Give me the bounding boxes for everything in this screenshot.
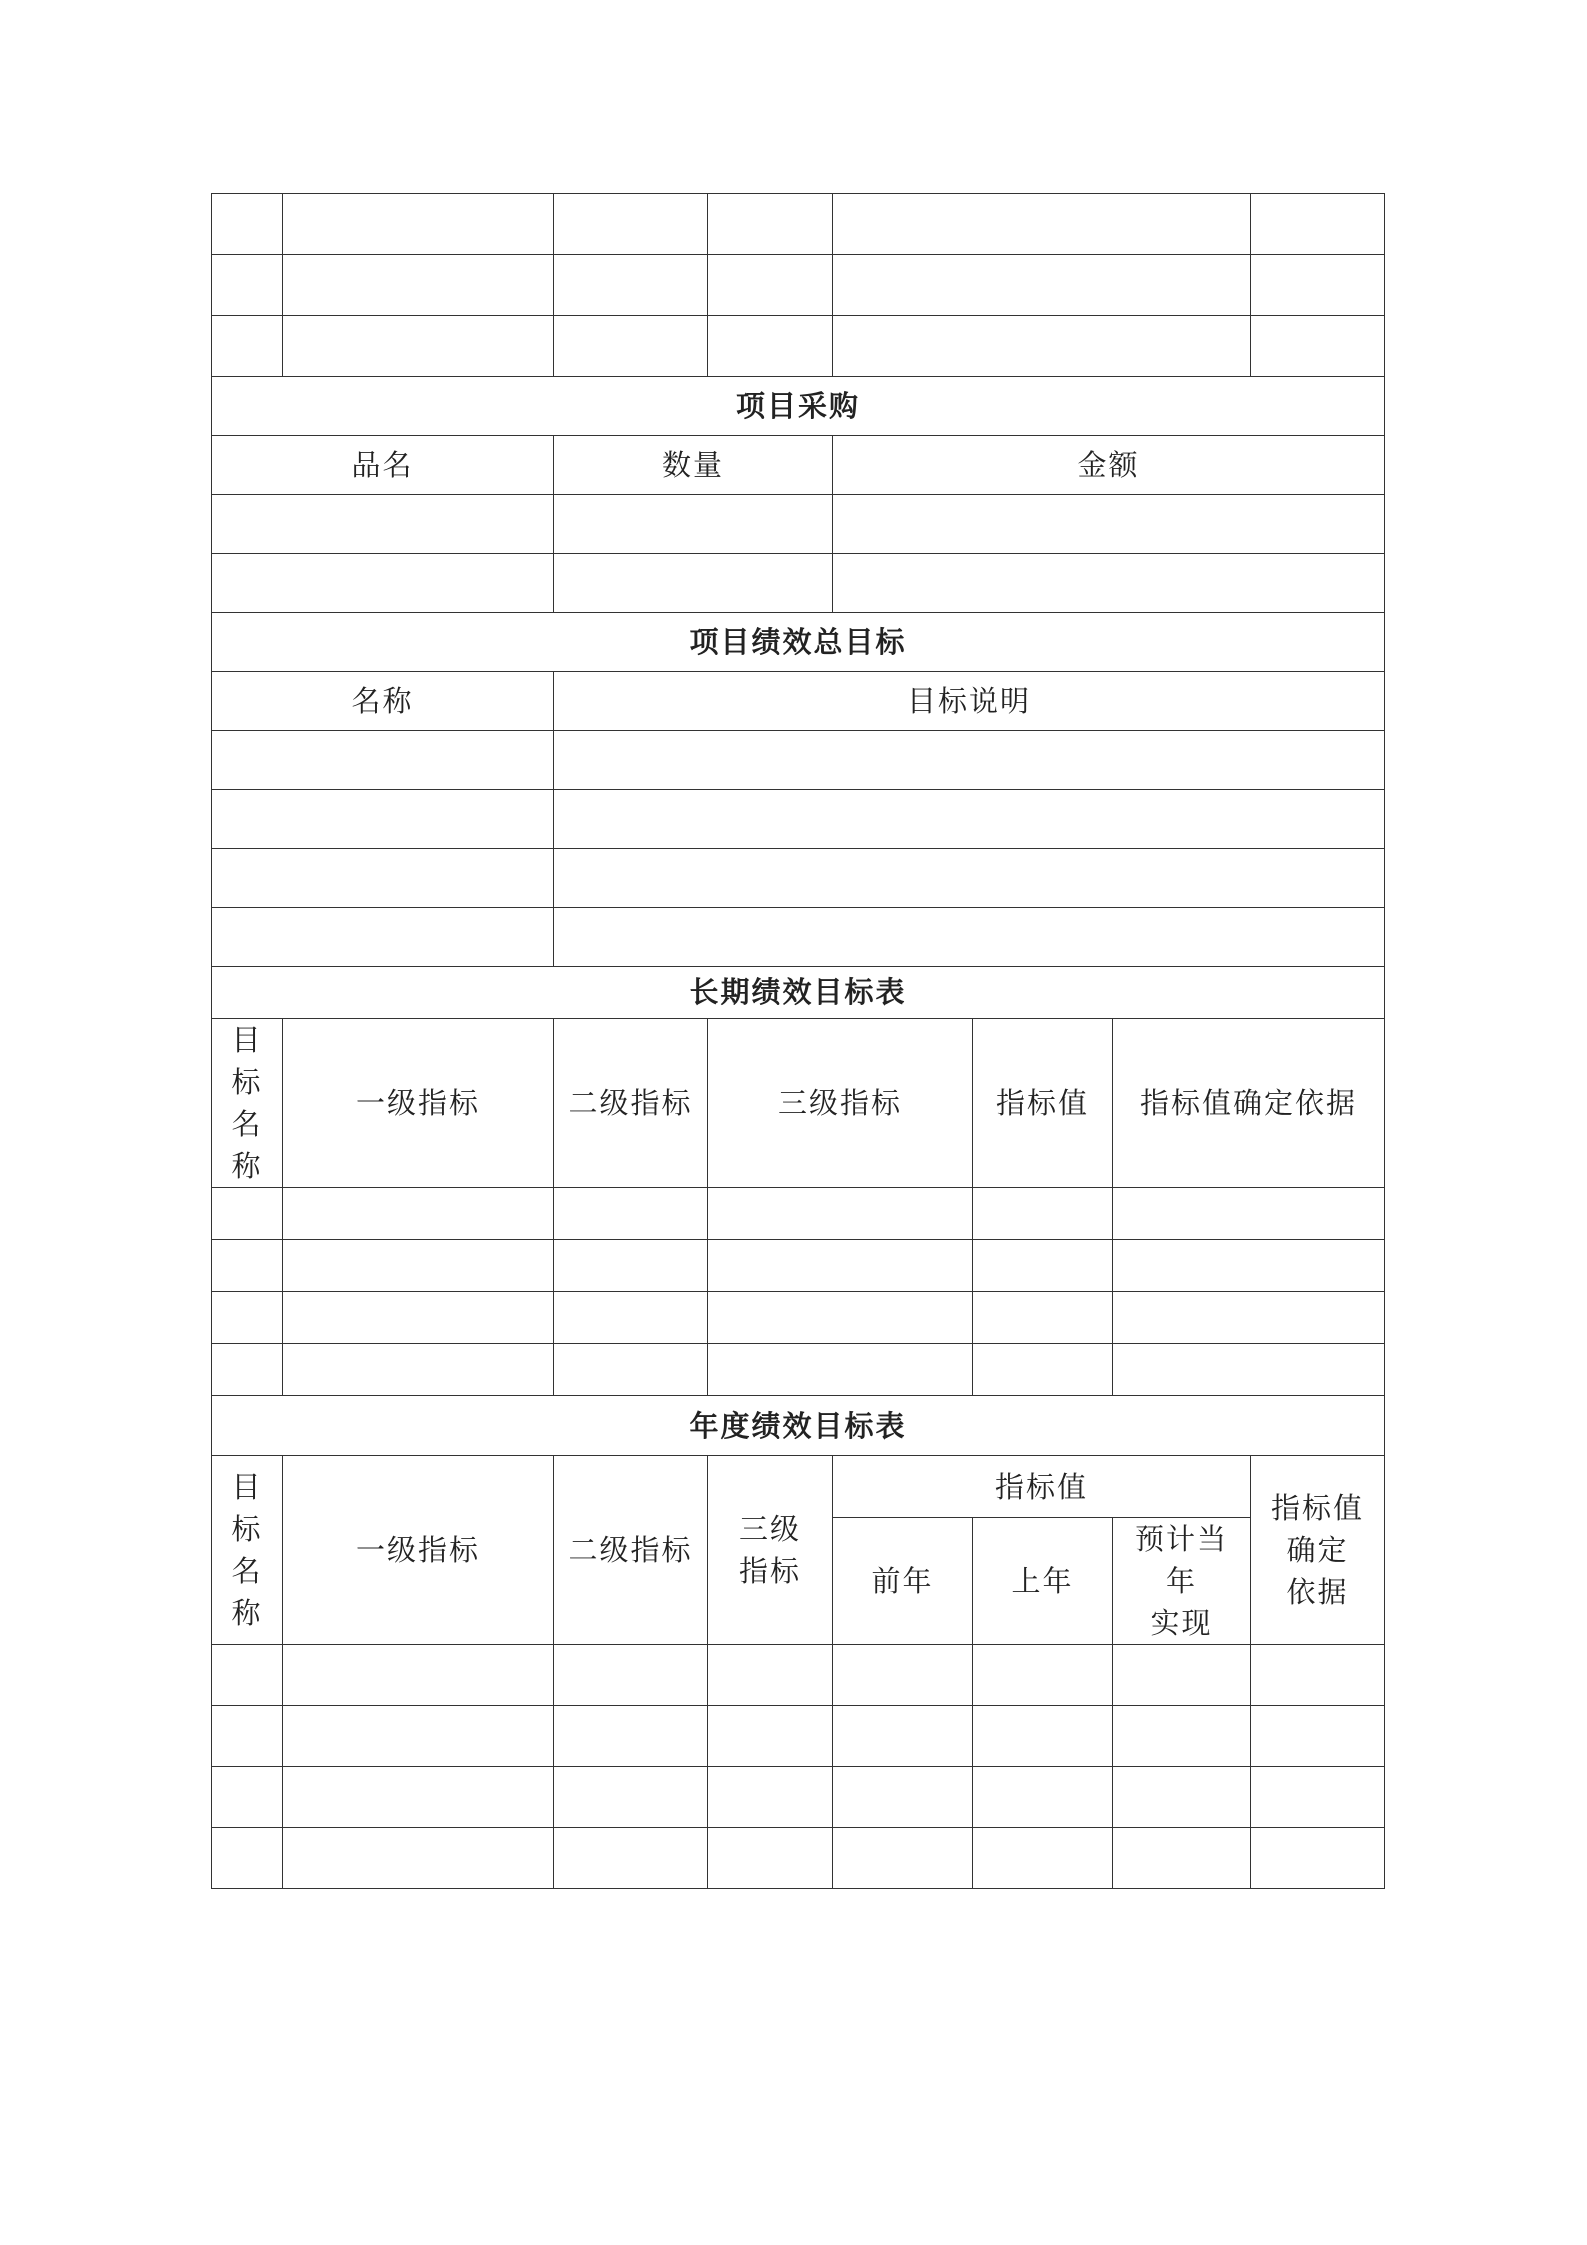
table-cell[interactable] (283, 1344, 554, 1396)
table-cell[interactable] (283, 1828, 554, 1889)
table-cell[interactable] (554, 1292, 708, 1344)
table-cell[interactable] (212, 316, 283, 377)
overall-goal-header-row (212, 672, 1385, 731)
col-last-year: 上年 (973, 1518, 1113, 1645)
col-level2-indicator: 二级指标 (554, 1019, 708, 1188)
long-term-header-row (212, 1019, 1385, 1188)
table-row (212, 1828, 1385, 1889)
table-cell[interactable] (833, 554, 1385, 613)
table-cell[interactable] (708, 1292, 973, 1344)
col-level3-indicator: 三级指标 (708, 1019, 973, 1188)
table-cell[interactable] (212, 1292, 283, 1344)
table-cell[interactable] (708, 1828, 833, 1889)
table-cell[interactable] (973, 1188, 1113, 1240)
table-row (212, 1706, 1385, 1767)
table-cell[interactable] (1251, 194, 1385, 255)
table-cell[interactable] (1251, 1645, 1385, 1706)
table-cell[interactable] (833, 1706, 973, 1767)
table-cell[interactable] (708, 194, 833, 255)
table-cell[interactable] (212, 255, 283, 316)
table-cell[interactable] (212, 1645, 283, 1706)
table-cell[interactable] (708, 1767, 833, 1828)
table-cell[interactable] (554, 849, 1385, 908)
col-expected-current-year: 预计当 年 实现 (1113, 1518, 1251, 1645)
table-row (212, 849, 1385, 908)
table-cell[interactable] (283, 1645, 554, 1706)
table-cell[interactable] (708, 1344, 973, 1396)
table-cell[interactable] (1113, 1706, 1251, 1767)
table-cell[interactable] (708, 316, 833, 377)
table-cell[interactable] (212, 731, 554, 790)
procurement-header-row (212, 436, 1385, 495)
table-row (212, 1645, 1385, 1706)
table-cell[interactable] (833, 495, 1385, 554)
table-cell[interactable] (554, 255, 708, 316)
performance-goal-form (211, 193, 1385, 1889)
col-goal-name: 目 标 名 称 (212, 1456, 283, 1645)
table-cell[interactable] (554, 1240, 708, 1292)
table-cell[interactable] (212, 1828, 283, 1889)
table-row (212, 1292, 1385, 1344)
table-cell[interactable] (212, 1767, 283, 1828)
table-cell[interactable] (1251, 316, 1385, 377)
col-level3-indicator: 三级 指标 (708, 1456, 833, 1645)
table-cell[interactable] (554, 554, 833, 613)
procurement-title: 项目采购 (212, 377, 1385, 436)
table-cell[interactable] (212, 1706, 283, 1767)
table-row (212, 1188, 1385, 1240)
table-row (212, 1240, 1385, 1292)
table-cell[interactable] (283, 255, 554, 316)
col-level1-indicator: 一级指标 (283, 1019, 554, 1188)
table-cell[interactable] (973, 1292, 1113, 1344)
overall-goal-section (212, 613, 1385, 672)
table-cell[interactable] (708, 255, 833, 316)
table-cell[interactable] (1113, 1344, 1385, 1396)
table-cell[interactable] (1251, 1706, 1385, 1767)
table-row (212, 908, 1385, 967)
table-cell[interactable] (283, 1240, 554, 1292)
table-cell[interactable] (283, 1292, 554, 1344)
table-cell[interactable] (554, 731, 1385, 790)
table-cell[interactable] (283, 1767, 554, 1828)
col-item-name: 品名 (212, 436, 554, 495)
table-cell[interactable] (1113, 1828, 1251, 1889)
col-value-basis: 指标值 确定 依据 (1251, 1456, 1385, 1645)
col-goal-name: 目 标 名 称 (212, 1019, 283, 1188)
table-cell[interactable] (973, 1828, 1113, 1889)
procurement-section (212, 377, 1385, 436)
table-cell[interactable] (708, 1240, 973, 1292)
table-row (212, 194, 1385, 255)
col-goal-description: 目标说明 (554, 672, 1385, 731)
table-cell[interactable] (973, 1344, 1113, 1396)
table-row (212, 790, 1385, 849)
table-cell[interactable] (833, 255, 1251, 316)
col-level2-indicator: 二级指标 (554, 1456, 708, 1645)
table-cell[interactable] (833, 194, 1251, 255)
table-cell[interactable] (1251, 1828, 1385, 1889)
col-amount: 金额 (833, 436, 1385, 495)
table-row (212, 1767, 1385, 1828)
annual-title: 年度绩效目标表 (212, 1396, 1385, 1456)
table-cell[interactable] (554, 908, 1385, 967)
table-row (212, 731, 1385, 790)
table-cell[interactable] (1113, 1292, 1385, 1344)
long-term-section (212, 967, 1385, 1019)
table-cell[interactable] (212, 1188, 283, 1240)
table-cell[interactable] (554, 1188, 708, 1240)
col-value-basis: 指标值确定依据 (1113, 1019, 1385, 1188)
col-quantity: 数量 (554, 436, 833, 495)
table-cell[interactable] (554, 316, 708, 377)
col-prev-year: 前年 (833, 1518, 973, 1645)
col-name: 名称 (212, 672, 554, 731)
col-level1-indicator: 一级指标 (283, 1456, 554, 1645)
table-cell[interactable] (212, 908, 554, 967)
table-cell[interactable] (1113, 1240, 1385, 1292)
table-cell[interactable] (554, 1828, 708, 1889)
col-indicator-value: 指标值 (833, 1456, 1251, 1518)
table-cell[interactable] (973, 1767, 1113, 1828)
table-row (212, 255, 1385, 316)
col-indicator-value: 指标值 (973, 1019, 1113, 1188)
table-row (212, 495, 1385, 554)
table-cell[interactable] (554, 495, 833, 554)
table-cell[interactable] (1113, 1767, 1251, 1828)
table-cell[interactable] (283, 194, 554, 255)
table-row (212, 554, 1385, 613)
table-cell[interactable] (212, 1240, 283, 1292)
table-cell[interactable] (554, 1706, 708, 1767)
table-row (212, 316, 1385, 377)
table-cell[interactable] (708, 1645, 833, 1706)
annual-section (212, 1396, 1385, 1456)
table-cell[interactable] (212, 495, 554, 554)
table-cell[interactable] (554, 1645, 708, 1706)
table-cell[interactable] (212, 849, 554, 908)
table-cell[interactable] (554, 790, 1385, 849)
table-cell[interactable] (708, 1188, 973, 1240)
table-cell[interactable] (283, 1706, 554, 1767)
table-cell[interactable] (554, 1767, 708, 1828)
table-cell[interactable] (212, 790, 554, 849)
table-cell[interactable] (1113, 1645, 1251, 1706)
long-term-title: 长期绩效目标表 (212, 967, 1385, 1019)
table-cell[interactable] (1251, 1767, 1385, 1828)
table-cell[interactable] (1113, 1188, 1385, 1240)
table-cell[interactable] (212, 1344, 283, 1396)
table-cell[interactable] (283, 1188, 554, 1240)
table-cell[interactable] (212, 194, 283, 255)
table-cell[interactable] (973, 1240, 1113, 1292)
annual-header-row (212, 1456, 1385, 1518)
table-cell[interactable] (833, 1828, 973, 1889)
table-cell[interactable] (1251, 255, 1385, 316)
table-cell[interactable] (973, 1645, 1113, 1706)
overall-goal-title: 项目绩效总目标 (212, 613, 1385, 672)
table-cell[interactable] (554, 1344, 708, 1396)
table-cell[interactable] (973, 1706, 1113, 1767)
table-cell[interactable] (833, 316, 1251, 377)
table-cell[interactable] (283, 316, 554, 377)
table-cell[interactable] (708, 1706, 833, 1767)
table-cell[interactable] (212, 554, 554, 613)
table-cell[interactable] (833, 1767, 973, 1828)
table-cell[interactable] (833, 1645, 973, 1706)
table-cell[interactable] (554, 194, 708, 255)
table-row (212, 1344, 1385, 1396)
